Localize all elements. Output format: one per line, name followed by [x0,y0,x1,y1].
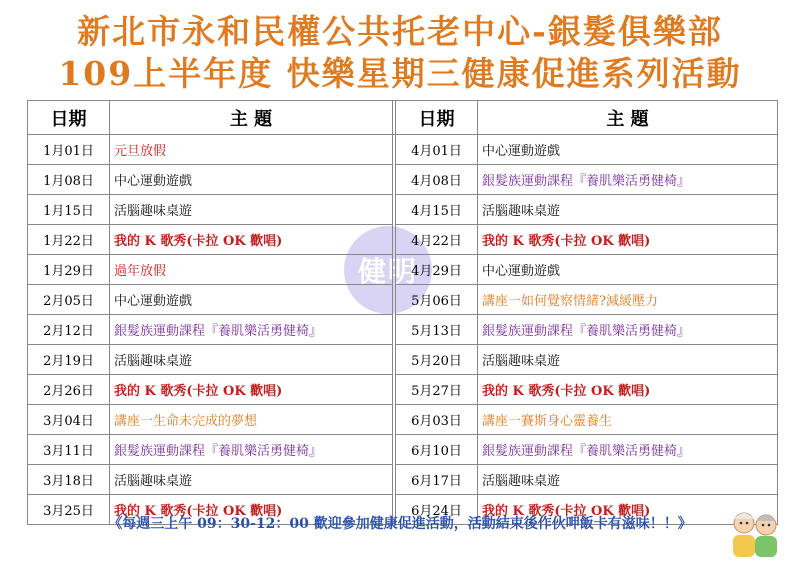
header-date-right: 日期 [396,101,478,135]
table-row [28,465,778,495]
table-row [28,195,778,225]
right-topic: 活腦趣味桌遊 [478,345,778,375]
left-topic: 過年放假 [110,255,393,285]
right-date: 4月29日 [396,255,478,285]
left-topic: 中心運動遊戲 [110,165,393,195]
header-date-left: 日期 [28,101,110,135]
right-topic: 我的 K 歌秀(卡拉 OK 歡唱) [478,495,778,525]
right-date: 6月03日 [396,405,478,435]
left-date: 2月12日 [28,315,110,345]
left-date: 1月01日 [28,135,110,165]
right-date: 4月15日 [396,195,478,225]
table-row [28,435,778,465]
left-topic: 銀髮族運動課程『養肌樂活勇健椅』 [110,315,393,345]
elderly-couple-icon [724,505,784,560]
right-date: 5月06日 [396,285,478,315]
left-topic: 我的 K 歌秀(卡拉 OK 歡唱) [110,375,393,405]
page-subtitle: 109上半年度 快樂星期三健康促進系列活動 [58,54,742,93]
left-date: 3月11日 [28,435,110,465]
table-header-row [28,101,778,135]
right-date: 5月13日 [396,315,478,345]
right-topic: 銀髮族運動課程『養肌樂活勇健椅』 [478,165,778,195]
right-date: 5月20日 [396,345,478,375]
right-date: 4月01日 [396,135,478,165]
right-date: 6月10日 [396,435,478,465]
table-row [28,225,778,255]
right-date: 5月27日 [396,375,478,405]
right-date: 4月22日 [396,225,478,255]
left-topic: 活腦趣味桌遊 [110,465,393,495]
left-topic: 我的 K 歌秀(卡拉 OK 歡唱) [110,225,393,255]
right-date: 4月08日 [396,165,478,195]
right-topic: 講座一賽斯身心靈養生 [478,405,778,435]
header-topic-right: 主 題 [478,101,778,135]
left-date: 2月19日 [28,345,110,375]
left-date: 1月22日 [28,225,110,255]
table-row [28,375,778,405]
left-topic: 銀髮族運動課程『養肌樂活勇健椅』 [110,435,393,465]
left-topic: 活腦趣味桌遊 [110,195,393,225]
table-row [28,255,778,285]
table-row [28,135,778,165]
right-topic: 中心運動遊戲 [478,255,778,285]
footer-note: 《每週三上午 09：30-12：00 歡迎參加健康促進活動，活動結束後作伙呷飯卡有滋味！！》 [108,516,692,532]
table-row [28,345,778,375]
left-date: 3月18日 [28,465,110,495]
table-row [28,405,778,435]
right-topic: 活腦趣味桌遊 [478,195,778,225]
left-date: 3月04日 [28,405,110,435]
watermark-text: 健明 [357,255,418,288]
left-date: 2月05日 [28,285,110,315]
right-topic: 我的 K 歌秀(卡拉 OK 歡唱) [478,375,778,405]
right-topic: 我的 K 歌秀(卡拉 OK 歡唱) [478,225,778,255]
schedule-table [27,100,778,525]
right-topic: 活腦趣味桌遊 [478,465,778,495]
left-date: 1月15日 [28,195,110,225]
right-date: 6月24日 [396,495,478,525]
right-date: 6月17日 [396,465,478,495]
table-row [28,165,778,195]
left-topic: 活腦趣味桌遊 [110,345,393,375]
page-title: 新北市永和民權公共托老中心-銀髮俱樂部 [77,12,723,51]
schedule-rows [28,135,778,525]
table-row [28,285,778,315]
left-date: 1月08日 [28,165,110,195]
right-topic: 講座一如何覺察情緒?減緩壓力 [478,285,778,315]
right-topic: 中心運動遊戲 [478,135,778,165]
right-topic: 銀髮族運動課程『養肌樂活勇健椅』 [478,315,778,345]
table-row [28,315,778,345]
left-topic: 講座一生命未完成的夢想 [110,405,393,435]
left-date: 2月26日 [28,375,110,405]
left-topic: 我的 K 歌秀(卡拉 OK 歡唱) [110,495,393,525]
left-topic: 中心運動遊戲 [110,285,393,315]
left-date: 3月25日 [28,495,110,525]
left-topic: 元旦放假 [110,135,393,165]
right-topic: 銀髮族運動課程『養肌樂活勇健椅』 [478,435,778,465]
header-topic-left: 主 題 [110,101,393,135]
left-date: 1月29日 [28,255,110,285]
